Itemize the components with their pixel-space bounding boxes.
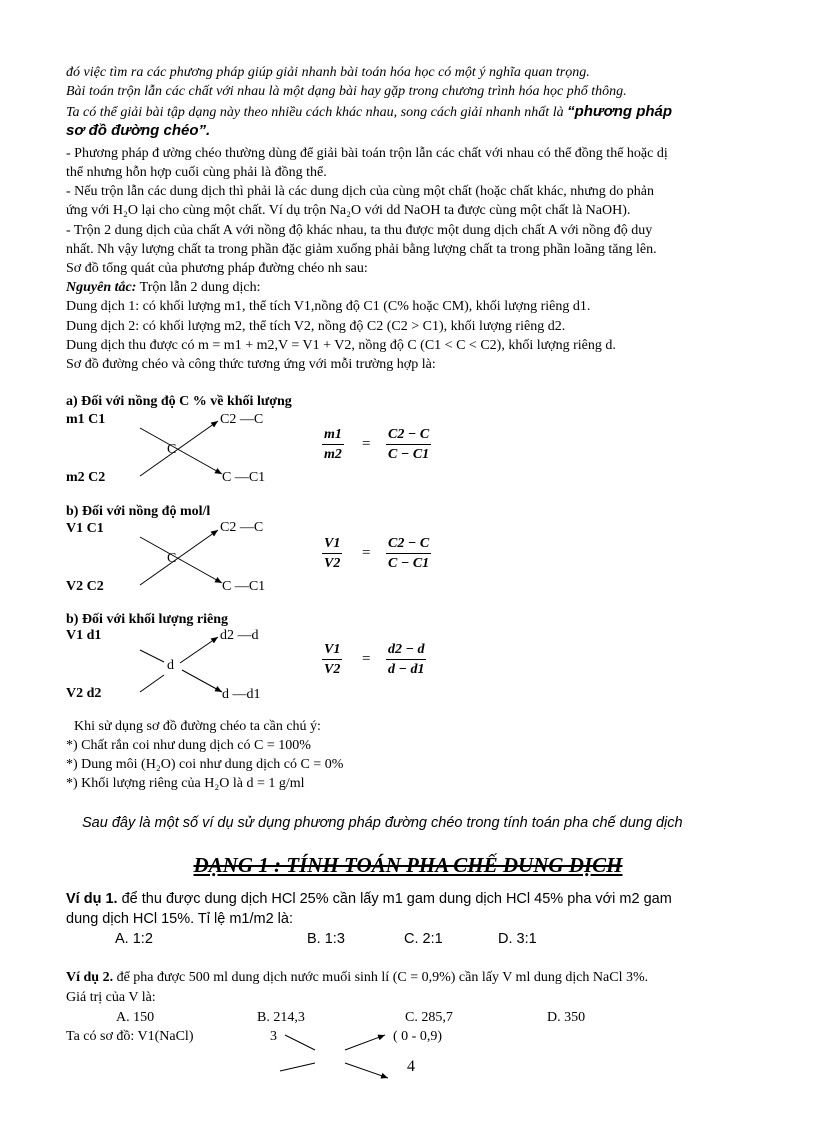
intro-line-1: đó việc tìm ra các phương pháp giúp giải nhanh bài toán hóa học có một ý nghĩa quan trọng. [66, 65, 590, 80]
principle-text: Trộn lẫn 2 dung dịch: [136, 280, 261, 295]
transition-text: Sau đây là một số ví dụ sử dụng phương pháp đường chéo trong tính toán pha chế dung dịch [82, 815, 683, 831]
example-2-line-1 [66, 969, 648, 986]
diagram-top-left: m1 C1 [66, 412, 106, 427]
bullet-3b: nhất. Nh vậy lượng chất ta trong phần đặc giảm xuống phải bằng lượng chất ta trong phần loãng tăng lên. [66, 242, 657, 257]
intro-line-3 [66, 103, 672, 121]
example-1-option-a: A. 1:2 [115, 931, 153, 947]
example-1-text: để thu được dung dịch HCl 25% cần lấy m1 gam dung dịch HCl 45% pha với m2 gam [117, 891, 672, 907]
example-2-option-b: B. 214,3 [257, 1010, 305, 1025]
example-1-option-c: C. 2:1 [404, 931, 443, 947]
ratio-lhs-denominator: V2 [324, 556, 341, 571]
diagram-bottom-right: d —d1 [222, 687, 261, 702]
diagram-top-left: V1 C1 [66, 521, 104, 536]
diagram-center: C [167, 442, 177, 457]
example-2-label: Ví dụ 2. [66, 970, 114, 985]
solution-2: Dung dịch 2: có khối lượng m2, thể tích V2, nồng độ C2 (C2 > C1), khối lượng riêng d2. [66, 319, 566, 334]
ratio-lhs-numerator: m1 [322, 426, 344, 445]
solution-1: Dung dịch 1: có khối lượng m1, thể tích V1,nồng độ C1 (C% hoặc CM), khối lượng riêng d1. [66, 299, 591, 314]
diagram-bottom-left: V2 C2 [66, 579, 104, 594]
ratio-rhs-denominator: d − d1 [388, 662, 425, 677]
example-2-line-2: Giá trị của V là: [66, 990, 156, 1005]
note-3: *) Khối lượng riêng của H₂O là d = 1 g/ml [66, 776, 305, 791]
example-1-label: Ví dụ 1. [66, 891, 118, 907]
example-2-scheme-arrows [0, 0, 1, 1]
bullet-1a: - Phương pháp đ ường chéo thường dùng để giải bài toán trộn lẫn các chất với nhau có thể đồng thể hoặc dị [66, 146, 668, 161]
diagram-bottom-left: V2 d2 [66, 686, 102, 701]
bullet-2a: - Nếu trộn lẫn các dung dịch thì phải là các dung dịch của cùng một chất (hoặc chất khác, nhưng do phản [66, 184, 654, 199]
ratio-equals: = [362, 436, 371, 452]
ratio-lhs [322, 426, 344, 465]
example-1-line-1 [66, 891, 672, 908]
ratio-rhs-denominator: C − C1 [388, 556, 430, 571]
notes-heading: Khi sử dụng sơ đồ đường chéo ta cần chú ý: [74, 719, 321, 734]
example-2-scheme-value: 3 [270, 1029, 277, 1044]
solution-mix: Dung dịch thu được có m = m1 + m2,V = V1 + V2, nồng độ C (C1 < C < C2), khối lượng riêng d. [66, 338, 616, 353]
intro-line-2: Bài toán trộn lẫn các chất với nhau là một dạng bài hay gặp trong chương trình hóa học phổ thông. [66, 84, 627, 99]
example-2-scheme-label: Ta có sơ đồ: V1(NaCl) [66, 1029, 194, 1044]
ratio-equals: = [362, 651, 371, 667]
example-2-scheme-right: ( 0 - 0,9) [393, 1029, 442, 1044]
intro-line-3-text: Ta có thể giải bài tập dạng này theo nhiều cách khác nhau, song cách giải nhanh nhất là [66, 105, 568, 120]
bullet-4: Sơ đồ tổng quát của phương pháp đường chéo nh sau: [66, 261, 368, 276]
ratio-lhs [322, 535, 342, 574]
diagram-top-left: V1 d1 [66, 628, 102, 643]
scheme-intro: Sơ đồ đường chéo và công thức tương ứng với mỗi trường hợp là: [66, 357, 436, 372]
diagram-center: d [167, 658, 174, 673]
ratio-lhs-denominator: m2 [324, 447, 342, 462]
diagram-top-right: C2 —C [220, 412, 264, 427]
ratio-lhs-denominator: V2 [324, 662, 341, 677]
diagram-center: C [167, 551, 177, 566]
intro-line-4: sơ đồ đường chéo”. [66, 122, 211, 139]
ratio-rhs [386, 426, 431, 465]
note-2: *) Dung môi (H₂O) coi như dung dịch có C = 0% [66, 757, 344, 772]
bullet-1b: thể nhưng hỗn hợp cuối cùng phải là đồng thể. [66, 165, 327, 180]
diagram-heading: b) Đối với nồng độ mol/l [66, 504, 211, 519]
example-2-option-d: D. 350 [547, 1010, 586, 1025]
ratio-rhs-denominator: C − C1 [388, 447, 430, 462]
principle-line [66, 279, 260, 296]
example-2-text: để pha được 500 ml dung dịch nước muối sinh lí (C = 0,9%) cần lấy V ml dung dịch NaCl 3%. [113, 970, 649, 985]
ratio-rhs-numerator: d2 − d [386, 641, 426, 660]
ratio-lhs-numerator: V1 [322, 641, 342, 660]
example-2-option-c: C. 285,7 [405, 1010, 453, 1025]
ratio-equals: = [362, 545, 371, 561]
page-number: 4 [407, 1058, 415, 1075]
example-1-line-2: dung dịch HCl 15%. Tỉ lệ m1/m2 là: [66, 911, 294, 927]
diagram-heading: b) Đối với khối lượng riêng [66, 612, 228, 627]
ratio-rhs-numerator: C2 − C [386, 535, 431, 554]
diagram-heading: a) Đối với nồng độ C % về khối lượng [66, 394, 292, 409]
example-1-option-d: D. 3:1 [498, 931, 537, 947]
method-name: “phương pháp [567, 103, 673, 120]
ratio-rhs [386, 641, 426, 680]
ratio-lhs [322, 641, 342, 680]
principle-label: Nguyên tắc: [66, 280, 137, 295]
section-title: DẠNG 1 : TÍNH TOÁN PHA CHẾ DUNG DỊCH [193, 853, 623, 877]
bullet-3a: - Trộn 2 dung dịch của chất A với nồng độ khác nhau, ta thu được một dung dịch chất A với nồng độ duy [66, 223, 653, 238]
diagram-bottom-left: m2 C2 [66, 470, 106, 485]
diagram-bottom-right: C —C1 [222, 579, 266, 594]
example-1-option-b: B. 1:3 [307, 931, 345, 947]
ratio-rhs-numerator: C2 − C [386, 426, 431, 445]
example-2-option-a: A. 150 [116, 1010, 155, 1025]
ratio-rhs [386, 535, 431, 574]
diagram-top-right: d2 —d [220, 628, 259, 643]
diagram-bottom-right: C —C1 [222, 470, 266, 485]
diagram-top-right: C2 —C [220, 520, 264, 535]
note-1: *) Chất rắn coi như dung dịch có C = 100% [66, 738, 311, 753]
bullet-2b: ứng với H₂O lại cho cùng một chất. Ví dụ trộn Na₂O với dd NaOH ta được cùng một chất là NaOH). [66, 203, 631, 218]
ratio-lhs-numerator: V1 [322, 535, 342, 554]
